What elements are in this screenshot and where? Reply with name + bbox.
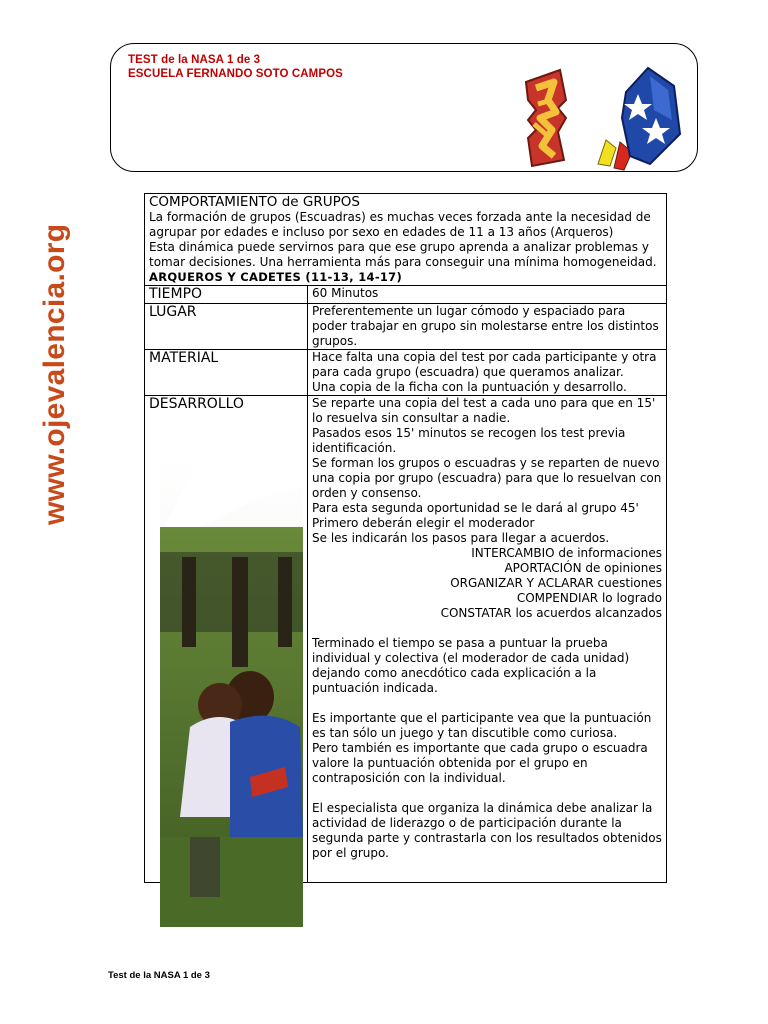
spacer (312, 696, 662, 711)
value-material (308, 350, 667, 396)
yellow-piece (598, 140, 616, 166)
scout-logo (518, 60, 686, 172)
intro-cell (145, 194, 667, 286)
logo-graphic (518, 60, 686, 172)
intro-title: COMPORTAMIENTO de GRUPOS (149, 194, 360, 210)
desarrollo-text: Para esta segunda oportunidad se le dará al grupo 45' (312, 501, 639, 515)
label-lugar: LUGAR (145, 304, 308, 350)
row-material (145, 350, 667, 396)
section-heading: ARQUEROS Y CADETES (11-13, 14-17) (149, 270, 403, 284)
website-url: www.ojevalencia.org (38, 223, 71, 525)
desarrollo-text: Primero deberán elegir el moderador (312, 516, 535, 530)
header-box (110, 43, 698, 172)
desarrollo-text: El especialista que organiza la dinámica debe analizar la actividad de liderazgo o de participación durante la segunda parte y contrastarla con los resultados obtenidos por el grupo. (312, 801, 662, 860)
header-title: TEST de la NASA 1 de 3 (128, 54, 261, 66)
desarrollo-text: Pero también es importante que cada grupo o escuadra valore la puntuación obtenida por el grupo en contraposición con la individual. (312, 741, 648, 785)
intro-paragraph: Esta dinámica puede servirnos para que ese grupo aprenda a analizar problemas y tomar decisiones. Una herramienta más para conseguir una mínima homogeneidad. (149, 240, 657, 269)
footer-text: Test de la NASA 1 de 3 (108, 970, 210, 981)
row-lugar (145, 304, 667, 350)
label-tiempo: TIEMPO (145, 286, 308, 304)
desarrollo-text: Se les indicarán los pasos para llegar a acuerdos. (312, 531, 610, 545)
spacer (312, 621, 662, 636)
desarrollo-text: Pasados esos 15' minutos se recogen los test previa identificación. (312, 426, 626, 455)
desarrollo-text: Es importante que el participante vea que la puntuación es tan sólo un juego y tan discutible como curiosa. (312, 711, 652, 740)
value-lugar: Preferentemente un lugar cómodo y espaciado para poder trabajar en grupo sin molestarse entre los distintos grupos. (308, 304, 667, 350)
desarrollo-label: DESARROLLO (149, 396, 244, 412)
value-desarrollo (308, 396, 667, 883)
desarrollo-text: Terminado el tiempo se pasa a puntuar la prueba individual y colectiva (el moderador de cada unidad) dejando como anecdótico cada explicación a la puntuación indicada. (312, 636, 630, 695)
photo-trunk (278, 557, 292, 647)
row-tiempo (145, 286, 667, 304)
header-school: ESCUELA FERNANDO SOTO CAMPOS (128, 68, 343, 80)
material-text: Una copia de la ficha con la puntuación y desarrollo. (312, 380, 627, 394)
step-item: INTERCAMBIO de informaciones (471, 546, 662, 560)
step-item: ORGANIZAR Y ACLARAR cuestiones (450, 576, 662, 590)
desarrollo-text: Se forman los grupos o escuadras y se reparten de nuevo una copia por grupo (escuadra) para que lo resuelvan con orden y consenso. (312, 456, 662, 500)
photo-illustration (160, 457, 303, 927)
step-item: APORTACIÓN de opiniones (504, 561, 662, 575)
step-item: COMPENDIAR lo logrado (516, 591, 662, 605)
photo-trunk (232, 557, 248, 667)
material-text: Hace falta una copia del test por cada participante y otra para cada grupo (escuadra) que queramos analizar. (312, 350, 657, 379)
group-photo (160, 457, 303, 927)
intro-row (145, 194, 667, 286)
step-item: CONSTATAR los acuerdos alcanzados (440, 606, 662, 620)
value-tiempo: 60 Minutos (308, 286, 667, 304)
spacer (312, 786, 662, 801)
label-material: MATERIAL (145, 350, 308, 396)
photo-legs (190, 837, 220, 897)
desarrollo-text: Se reparte una copia del test a cada uno para que en 15' lo resuelva sin consultar a nadie. (312, 396, 656, 425)
photo-trunk (182, 557, 196, 647)
intro-paragraph: La formación de grupos (Escuadras) es muchas veces forzada ante la necesidad de agrupar por edades e incluso por sexo en edades de 11 a 13 años (Arqueros) (149, 210, 651, 239)
photo-ground (160, 837, 303, 927)
